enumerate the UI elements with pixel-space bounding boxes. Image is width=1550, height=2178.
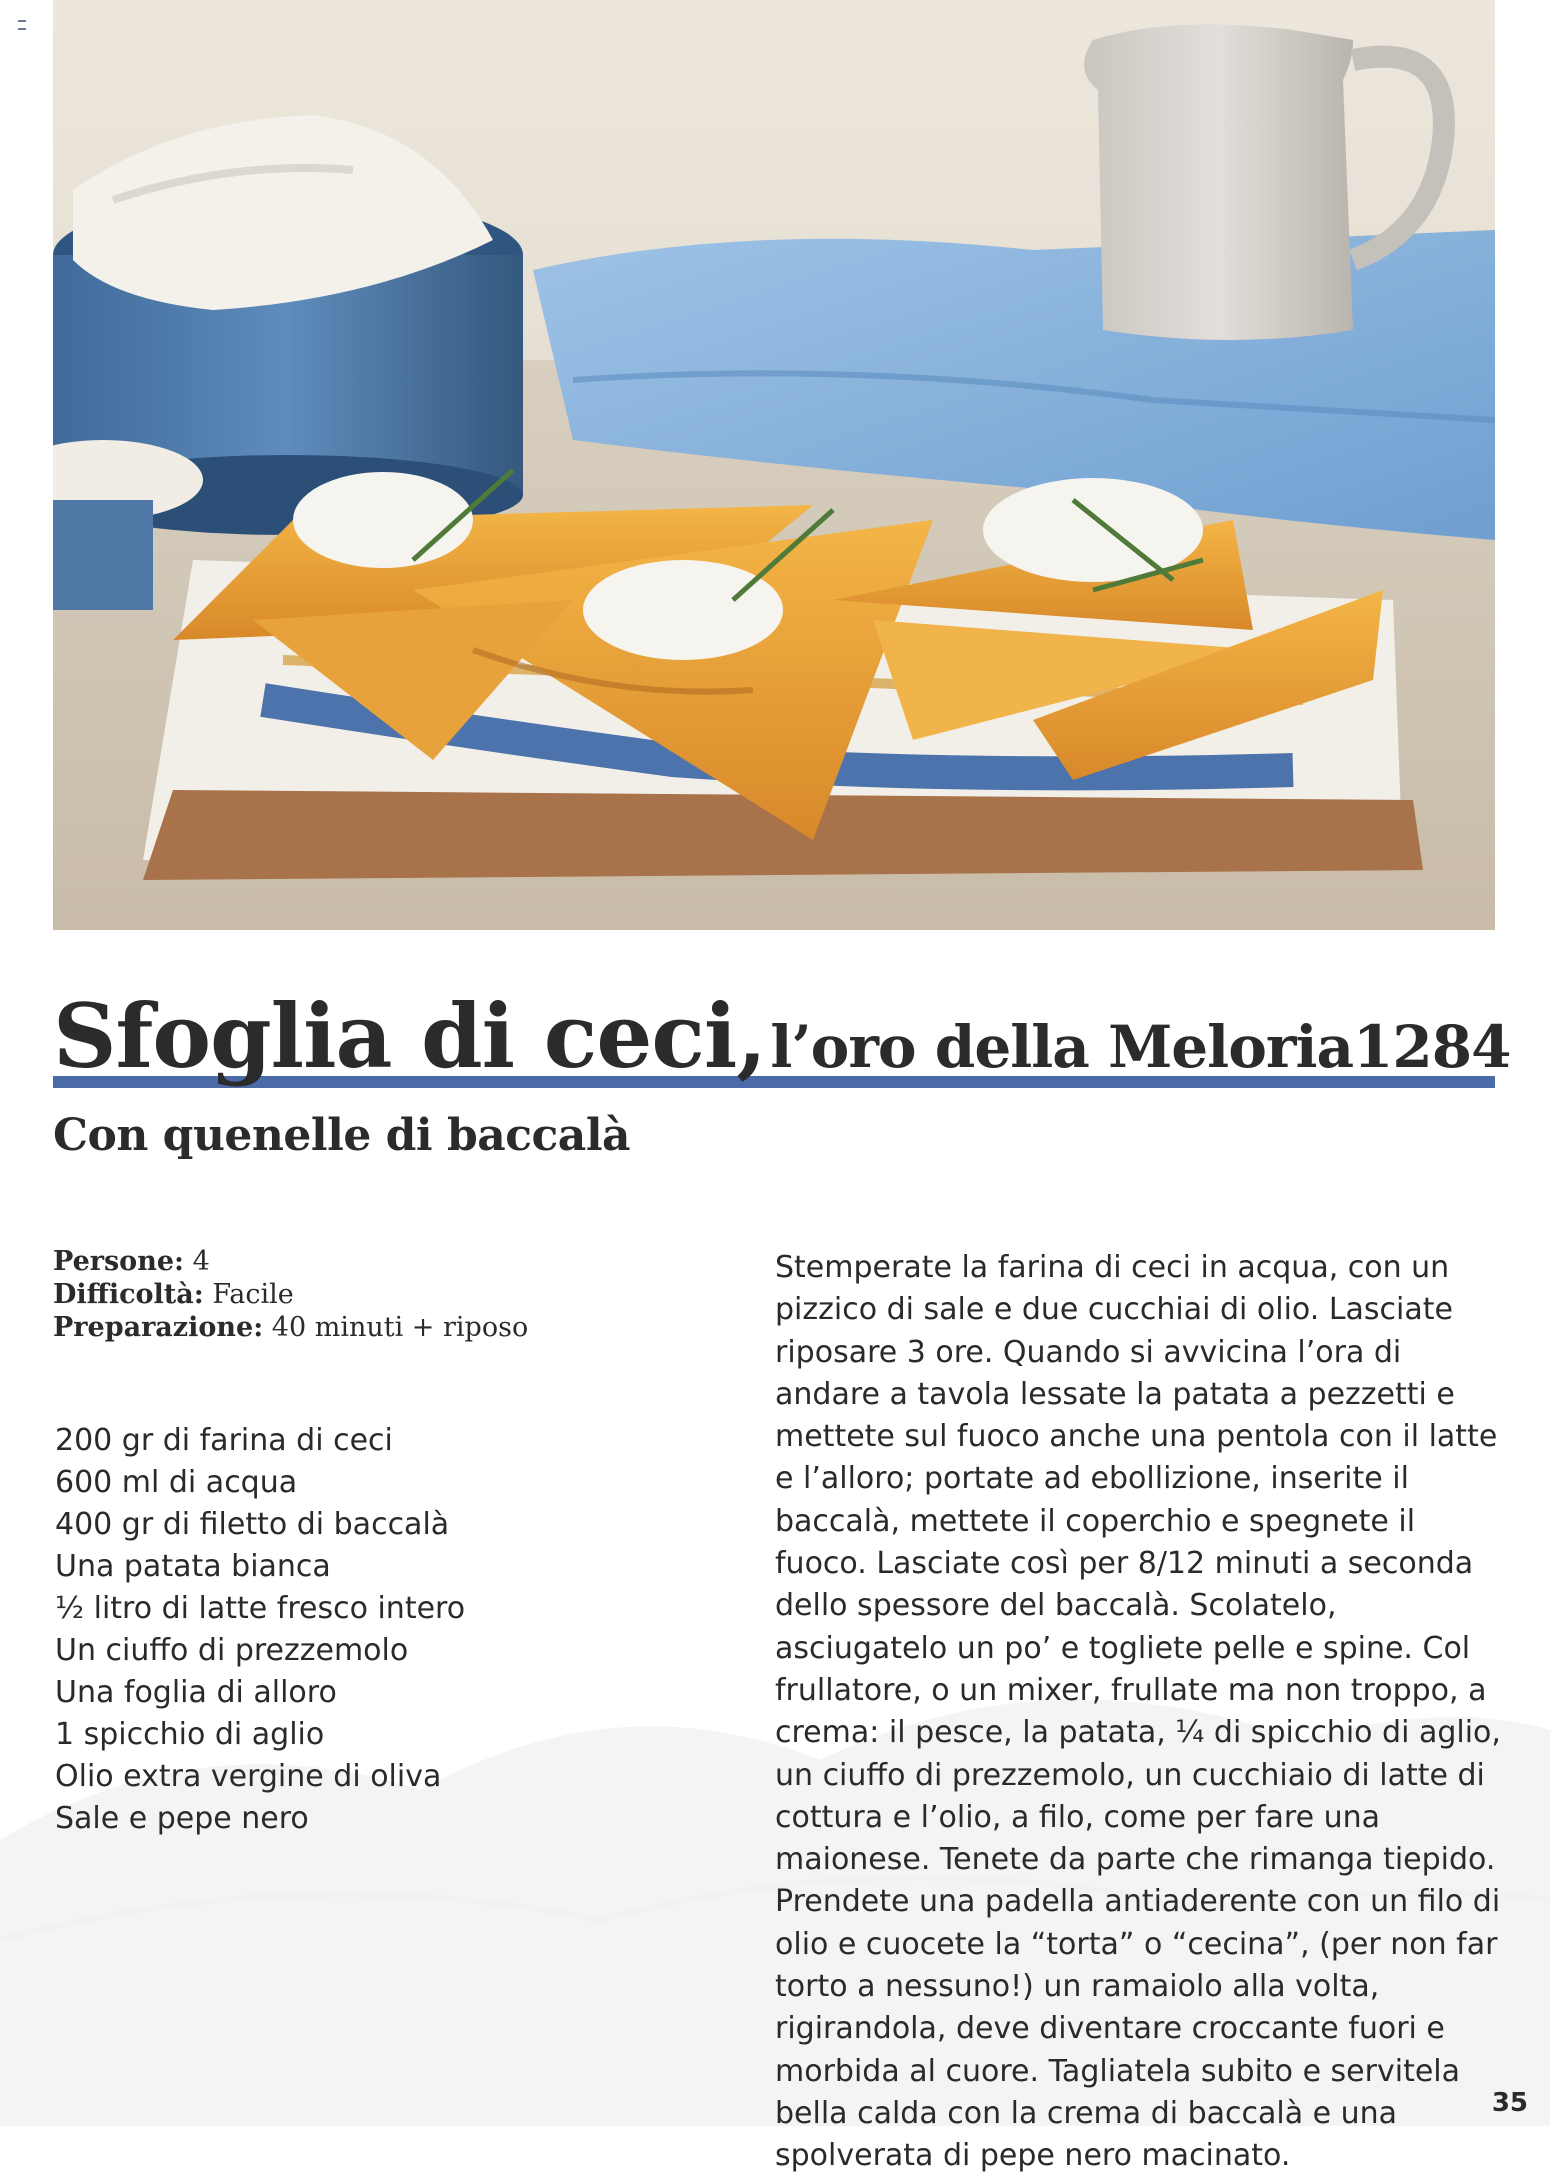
list-item: 600 ml di acqua: [55, 1465, 298, 1500]
farinata-photo-illustration: [53, 0, 1495, 930]
recipe-title: [53, 984, 1511, 1088]
info-value: Facile: [212, 1279, 294, 1310]
list-item: 200 gr di farina di ceci: [55, 1423, 393, 1458]
list-item: Una patata bianca: [55, 1549, 331, 1584]
list-item: Olio extra vergine di oliva: [55, 1759, 442, 1794]
recipe-info: [53, 1245, 528, 1344]
info-label: Preparazione:: [53, 1312, 264, 1343]
info-label: Persone:: [53, 1246, 184, 1277]
info-servings: [53, 1245, 528, 1278]
method-text: Stemperate la farina di ceci in acqua, con un pizzico di sale e due cucchiai di olio. Lasciate riposare 3 ore. Quando si avvicina l’ora di andare a tavola lessate la patata a pezzetti e mettete sul fuoco anche una pentola con il latte e l’alloro; portate ad ebollizione, inserite il baccalà, mettete il coperchio e spegnete il fuoco. Lasciate così per 8/12 minuti a seconda dello spessore del baccalà. Scolatelo, asciugatelo un po’ e togliete pelle e spine. Col frullatore, o un mixer, frullate ma non troppo, a crema: il pesce, la patata, ¼ di spicchio di aglio, un ciuffo di prezzemolo, un cucchiaio di latte di cottura e l’olio, a filo, come per fare una maionese. Tenete da parte che rimanga tiepido. Prendete una padella antiaderente con un filo di olio e cuocete la “torta” o “cecina”, (per non far torto a nessuno!) un ramaiolo alla volta, rigirandola, deve diventare croccante fuori e morbida al cuore. Tagliatela subito e servitela bella calda con la crema di baccalà e una spolverata di pepe nero macinato.: [775, 1250, 1501, 2174]
title-secondary: l’oro della Meloria1284: [770, 1013, 1511, 1081]
menu-mark-icon: [18, 20, 26, 30]
info-value: 40 minuti + riposo: [271, 1312, 529, 1343]
info-difficulty: [53, 1278, 528, 1311]
list-item: 400 gr di filetto di baccalà: [55, 1507, 450, 1542]
info-preparation: [53, 1311, 528, 1344]
page-number: 35: [1491, 2088, 1528, 2118]
list-item: 1 spicchio di aglio: [55, 1717, 325, 1752]
list-item: ½ litro di latte fresco intero: [55, 1591, 466, 1626]
title-main: Sfoglia di ceci,: [53, 984, 766, 1088]
list-item: Una foglia di alloro: [55, 1675, 337, 1710]
info-label: Difficoltà:: [53, 1279, 204, 1310]
ingredients-list: [55, 1420, 465, 1840]
recipe-subtitle: Con quenelle di baccalà: [53, 1110, 631, 1161]
list-item: Un ciuffo di prezzemolo: [55, 1633, 409, 1668]
list-item: Sale e pepe nero: [55, 1801, 309, 1836]
recipe-photo: [53, 0, 1495, 930]
info-value: 4: [192, 1246, 210, 1277]
